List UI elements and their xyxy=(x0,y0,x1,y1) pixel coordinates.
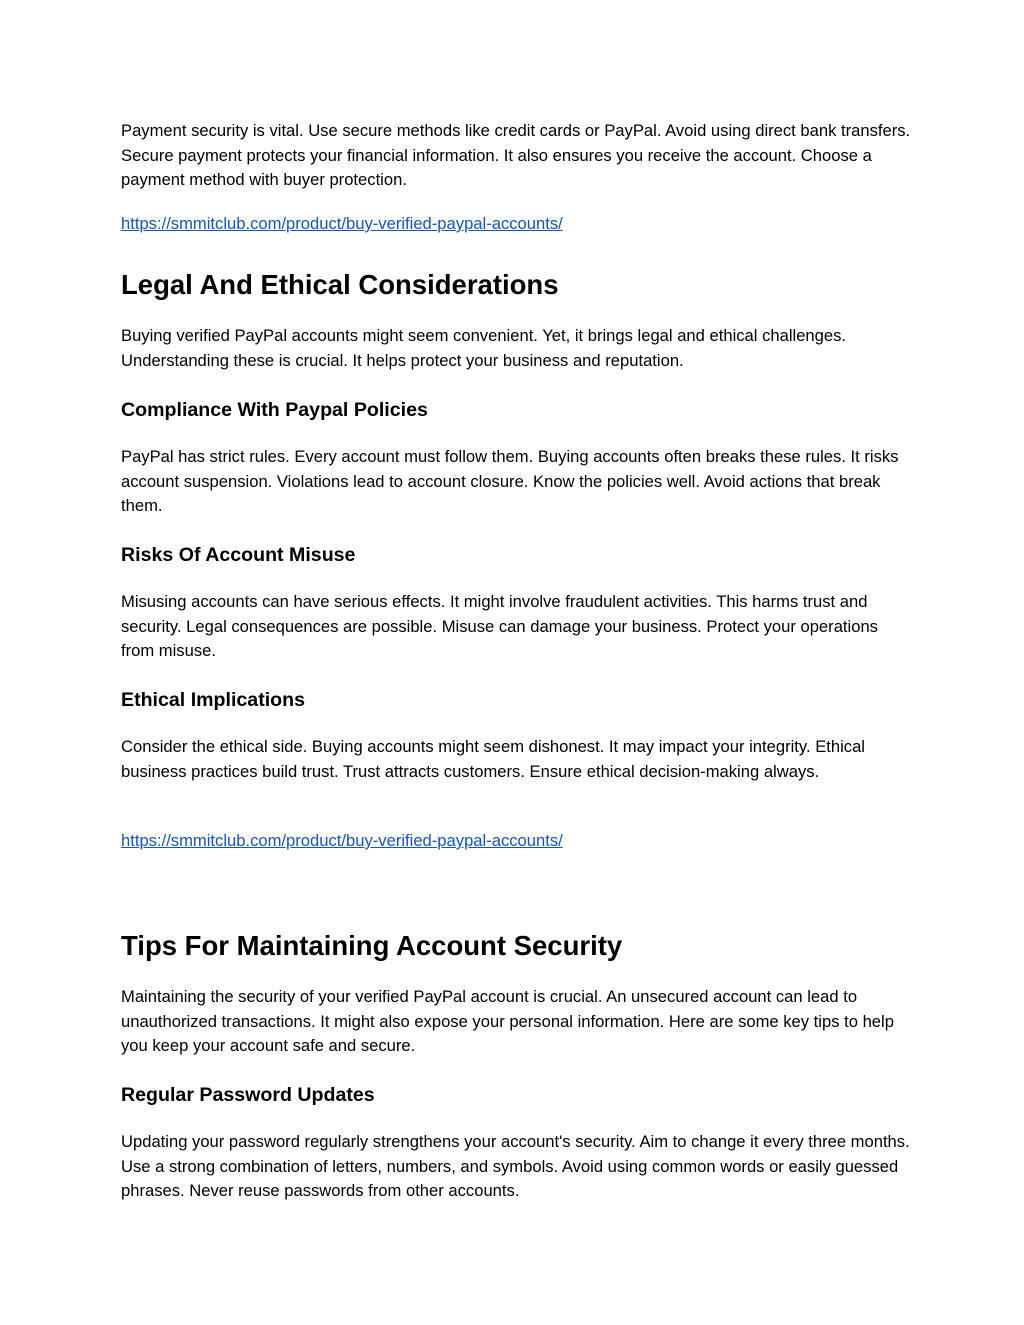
paragraph-legal-intro: Buying verified PayPal accounts might seem convenient. Yet, it brings legal and ethical challenges. Understanding these is crucial. It helps protect your business and reputation. xyxy=(121,326,847,370)
paragraph-compliance: PayPal has strict rules. Every account must follow them. Buying accounts often breaks these rules. It risks account suspension. Violations lead to account closure. Know the policies well. Avoid actions that break them. xyxy=(121,447,899,515)
paragraph-tips-intro: Maintaining the security of your verified PayPal account is crucial. An unsecured account can lead to unauthorized transactions. It might also expose your personal information. Here are some key tips to help you keep your account safe and secure. xyxy=(121,987,894,1055)
product-link[interactable]: https://smmitclub.com/product/buy-verified-paypal-accounts/ xyxy=(121,214,563,233)
paragraph-password-updates: Updating your password regularly strengthens your account's security. Aim to change it every three months. Use a strong combination of letters, numbers, and symbols. Avoid using common words or easily guessed phrases. Never reuse passwords from other accounts. xyxy=(121,1132,910,1200)
heading-ethical-implications: Ethical Implications xyxy=(121,689,306,711)
paragraph-risks: Misusing accounts can have serious effects. It might involve fraudulent activities. This harms trust and security. Legal consequences are possible. Misuse can damage your business. Protect your operations from misuse. xyxy=(121,592,878,660)
heading-risks: Risks Of Account Misuse xyxy=(121,544,356,566)
heading-legal-ethical: Legal And Ethical Considerations xyxy=(121,269,559,300)
paragraph-ethical-implications: Consider the ethical side. Buying accounts might seem dishonest. It may impact your integrity. Ethical business practices build trust. Trust attracts customers. Ensure ethical decision-making always. xyxy=(121,737,865,781)
product-link[interactable]: https://smmitclub.com/product/buy-verified-paypal-accounts/ xyxy=(121,831,563,850)
heading-password-updates: Regular Password Updates xyxy=(121,1084,375,1106)
heading-tips-security: Tips For Maintaining Account Security xyxy=(121,930,623,961)
heading-compliance: Compliance With Paypal Policies xyxy=(121,399,428,421)
paragraph-payment-security: Payment security is vital. Use secure methods like credit cards or PayPal. Avoid using direct bank transfers. Secure payment protects your financial information. It also ensures you receive the account. Choose a payment method with buyer protection. xyxy=(121,121,911,189)
